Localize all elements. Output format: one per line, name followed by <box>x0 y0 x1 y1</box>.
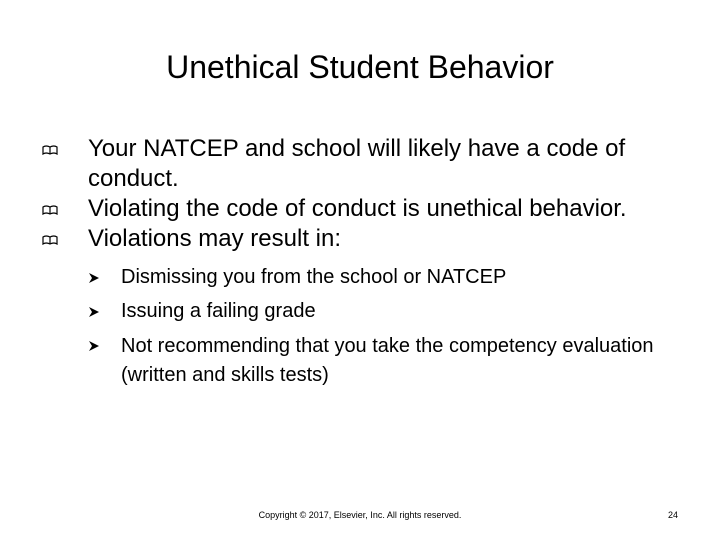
bullet-item <box>42 134 662 194</box>
bullet-text: Violations may result in: <box>88 225 342 252</box>
arrow-right-icon <box>88 306 100 318</box>
book-icon <box>42 145 58 155</box>
arrow-right-icon <box>88 272 100 284</box>
bullet-text: Your NATCEP and school will likely have a code of conduct. <box>88 135 626 192</box>
slide-title: Unethical Student Behavior <box>166 49 554 85</box>
sub-bullet-text: Not recommending that you take the competency evaluation (written and skills tests) <box>121 335 654 386</box>
footer-copyright: Copyright © 2017, Elsevier, Inc. All rights reserved. <box>258 510 462 520</box>
book-icon <box>42 205 58 215</box>
sub-bullet-text: Dismissing you from the school or NATCEP <box>121 266 507 288</box>
sub-bullet-item <box>88 332 662 390</box>
bullet-list <box>42 134 662 398</box>
book-icon <box>42 235 58 245</box>
sub-bullet-item <box>88 298 662 324</box>
arrow-right-icon <box>88 340 100 352</box>
sub-bullet-item <box>88 264 662 290</box>
bullet-text: Violating the code of conduct is unethical behavior. <box>88 195 627 222</box>
page-number: 24 <box>667 510 678 520</box>
bullet-item <box>42 194 662 224</box>
sub-bullet-text: Issuing a failing grade <box>121 300 316 322</box>
bullet-item <box>42 224 662 390</box>
sub-bullet-list <box>88 264 662 390</box>
